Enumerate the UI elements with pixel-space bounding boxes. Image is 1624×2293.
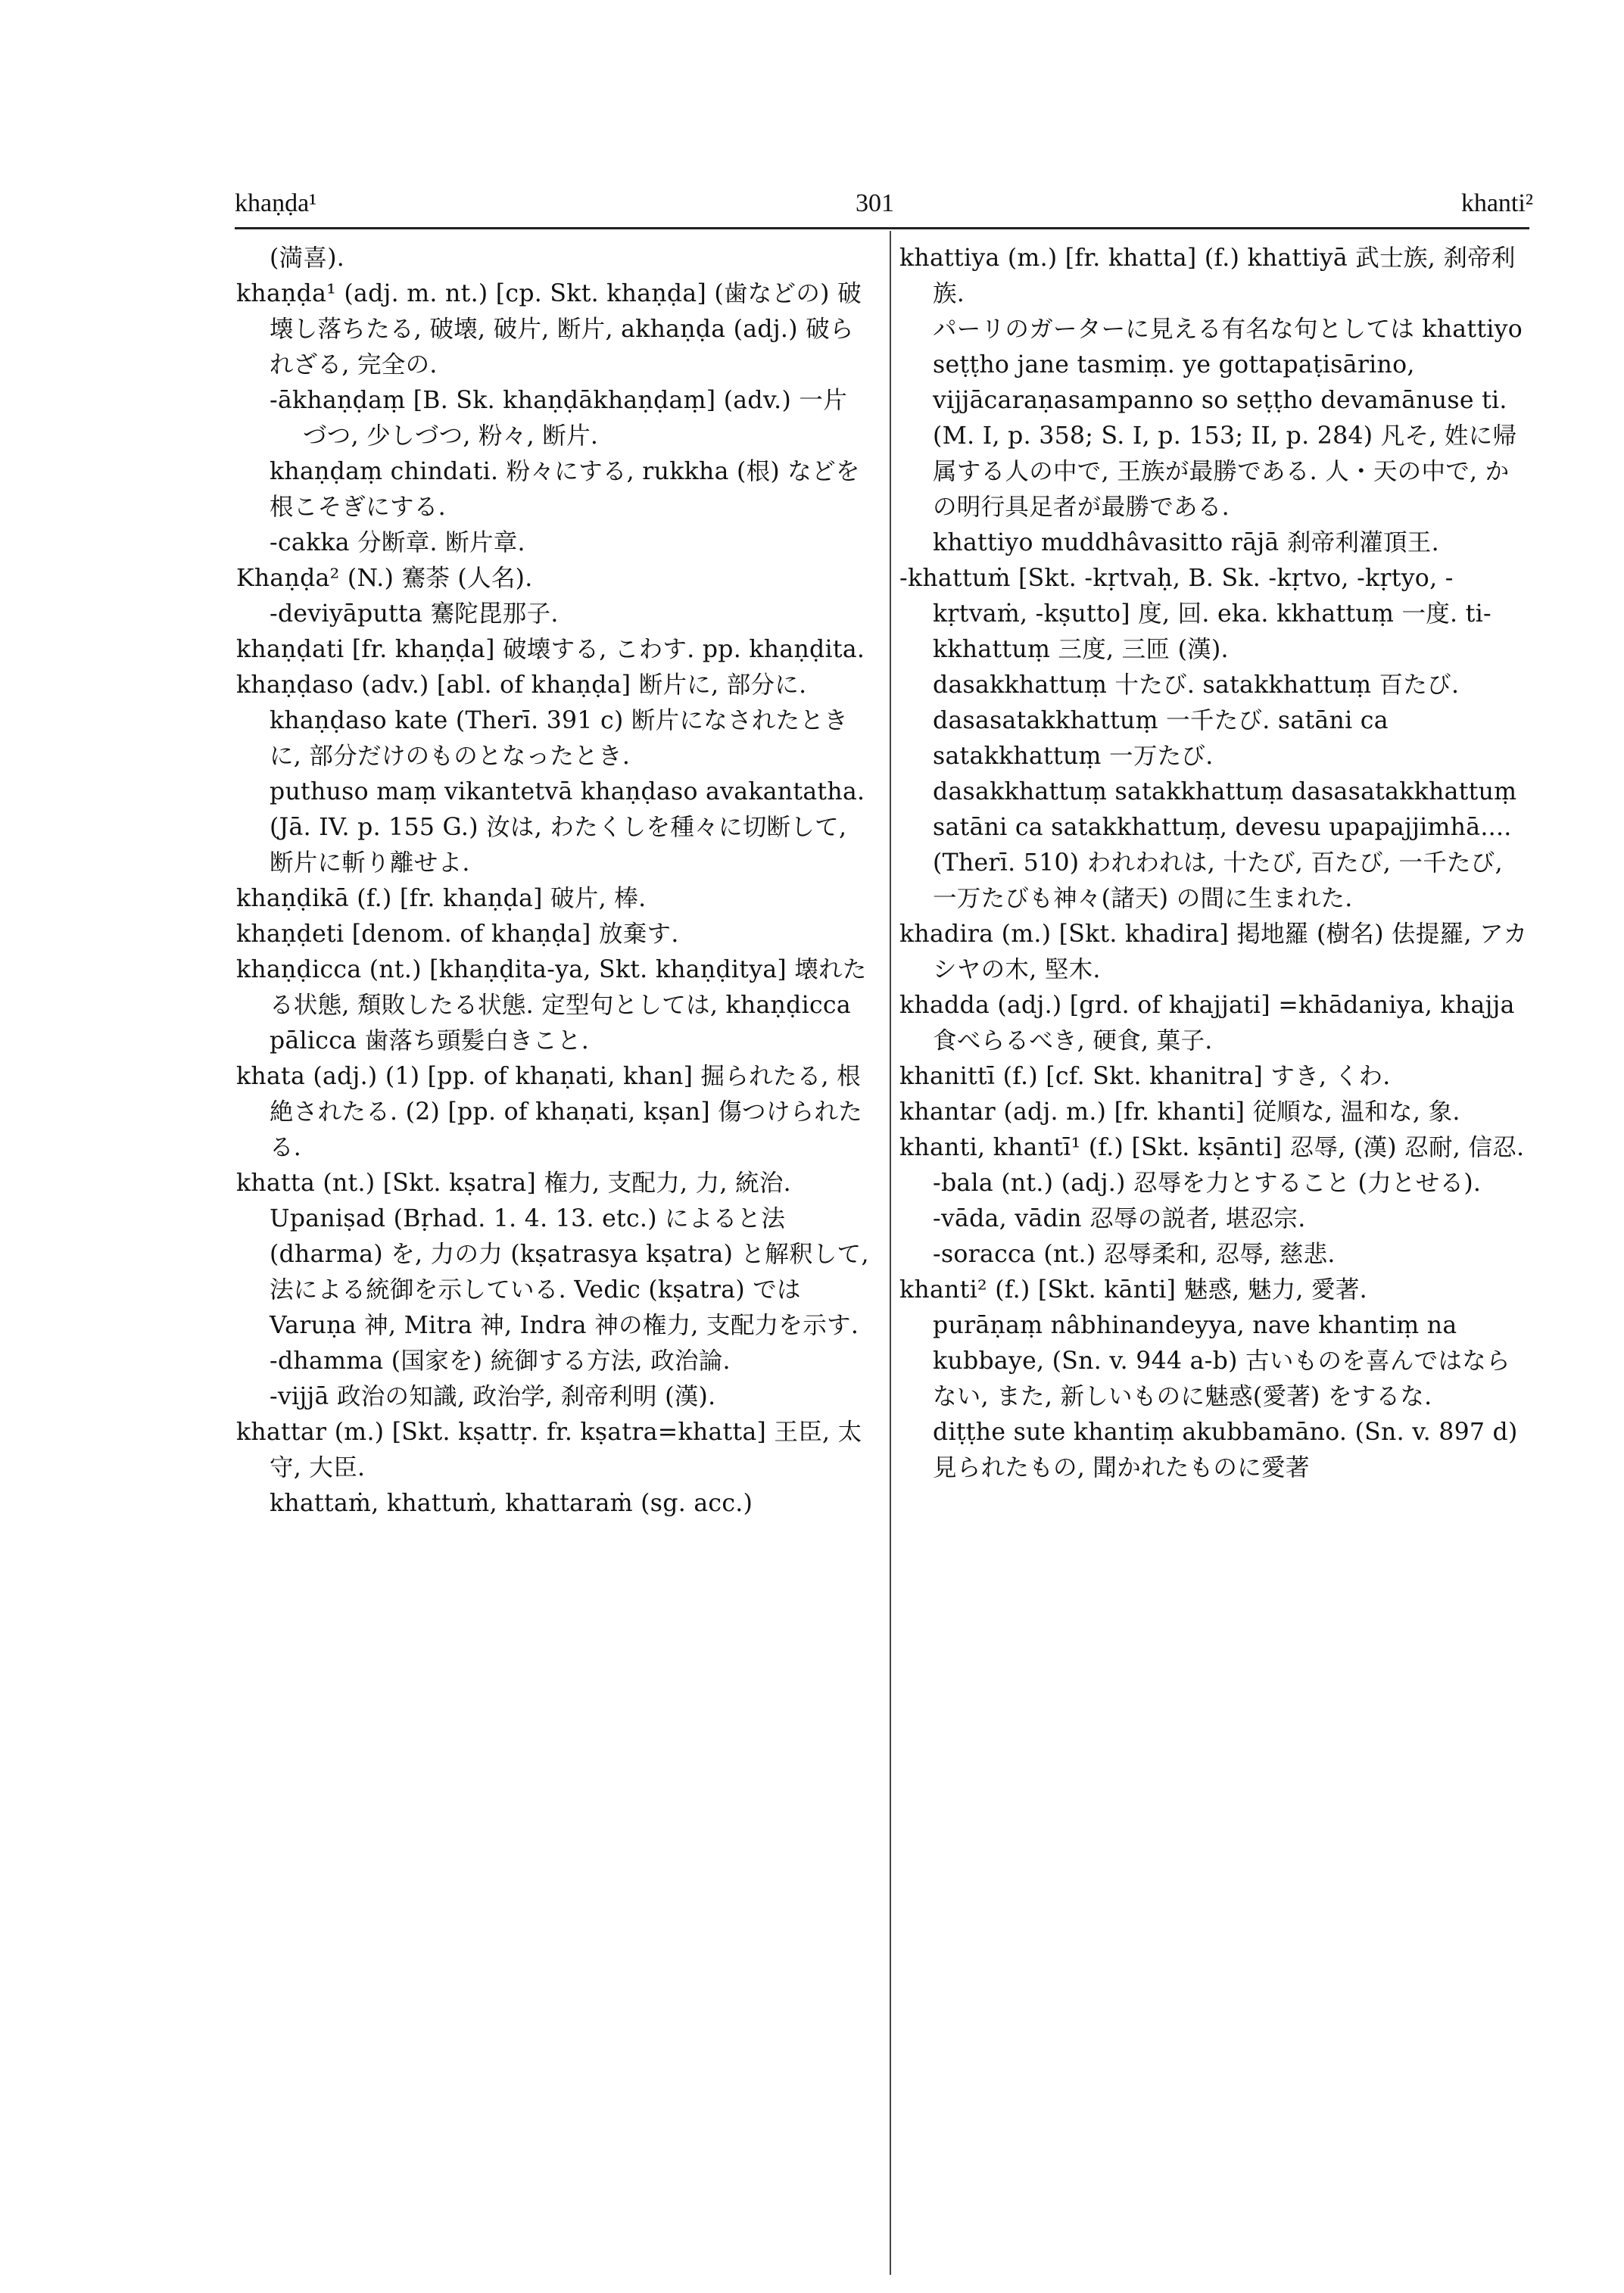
- example-text: diṭṭhe sute khantiṃ akubbamāno. (Sn. v. 897 d) 見られたもの, 聞かれたものに愛著: [933, 1419, 1518, 1481]
- sub-entry: -bala (nt.) (adj.) 忍辱を力とすること (力とせる).: [933, 1170, 1482, 1197]
- dictionary-entry: khaṇḍikā (f.) [fr. khaṇḍa] 破片, 棒.: [236, 885, 647, 912]
- example-text: khaṇḍaṃ chindati. 粉々にする, rukkha (根) などを根こそぎにする.: [270, 458, 860, 521]
- example-text: khattiyo muddhâvasitto rājā 刹帝利灌頂王.: [933, 529, 1439, 556]
- example-text: puthuso maṃ vikantetvā khaṇḍaso avakantatha. (Jā. IV. p. 155 G.) 汝は, わたくしを種々に切断して, 断片に斬り離せよ.: [270, 778, 865, 877]
- dictionary-entry: khaṇḍaso (adv.) [abl. of khaṇḍa] 断片に, 部分に.: [236, 671, 807, 699]
- dictionary-entry: khaṇḍa¹ (adj. m. nt.) [cp. Skt. khaṇḍa] (歯などの) 破壊し落ちたる, 破壊, 破片, 断片, akhaṇḍa (adj.) 破られざる, 完全の.: [236, 280, 862, 379]
- example-text: (満喜).: [270, 245, 345, 272]
- example-text: khattaṁ, khattuṁ, khattaraṁ (sg. acc.): [270, 1490, 753, 1517]
- dictionary-entry: -khattuṁ [Skt. -kṛtvaḥ, B. Sk. -kṛtvo, -kṛtyo, -kṛtvaṁ, -kṣutto] 度, 回. eka. kkhattuṃ 一度. ti-kkhattuṃ 三度, 三匝 (漢).: [899, 565, 1492, 663]
- dictionary-entry: khanti, khantī¹ (f.) [Skt. kṣānti] 忍辱, (漢) 忍耐, 信忍.: [899, 1134, 1525, 1161]
- dictionary-entry: khanti² (f.) [Skt. kānti] 魅惑, 魅力, 愛著.: [899, 1276, 1367, 1304]
- dictionary-entry: khatta (nt.) [Skt. kṣatra] 権力, 支配力, 力, 統治. Upaniṣad (Bṛhad. 1. 4. 13. etc.) によると法 (dharma) を, 力の力 (kṣatrasya kṣatra) と解釈して, 法による統御を示している. Vedic (kṣatra) では Varuṇa 神, Mitra 神, Indra 神の権力, 支配力を示す.: [236, 1170, 869, 1339]
- dictionary-entry: khantar (adj. m.) [fr. khanti] 従順な, 温和な, 象.: [899, 1098, 1460, 1126]
- dictionary-entry: khata (adj.) (1) [pp. of khaṇati, khan] 掘られたる, 根絶されたる. (2) [pp. of khaṇati, kṣan] 傷つけられたる.: [236, 1063, 863, 1161]
- right-column: [899, 241, 1532, 1486]
- sub-entry: -soracca (nt.) 忍辱柔和, 忍辱, 慈悲.: [933, 1241, 1336, 1268]
- header-right-guide-word: khanti²: [1460, 189, 1533, 217]
- header-rule: [235, 227, 1529, 229]
- sub-entry: -deviyāputta 騫陀毘那子.: [270, 600, 559, 628]
- left-column: [236, 241, 871, 1522]
- dictionary-entry: khadira (m.) [Skt. khadira] 掲地羅 (樹名) 佉提羅, アカシヤの木, 堅木.: [899, 921, 1528, 983]
- sub-entry: -vāda, vādin 忍辱の説者, 堪忍宗.: [933, 1205, 1306, 1232]
- example-text: dasakkhattuṃ 十たび. satakkhattuṃ 百たび. dasasatakkhattuṃ 一千たび. satāni ca satakkhattuṃ 一万たび.: [933, 671, 1460, 770]
- sub-entry: -ākhaṇḍaṃ [B. Sk. khaṇḍākhaṇḍaṃ] (adv.) 一片づつ, 少しづつ, 粉々, 断片.: [270, 387, 848, 450]
- sub-entry: -cakka 分断章. 断片章.: [270, 529, 525, 556]
- sub-entry: -vijjā 政治の知識, 政治学, 刹帝利明 (漢).: [270, 1383, 716, 1410]
- sub-entry: -dhamma (国家を) 統御する方法, 政治論.: [270, 1347, 731, 1375]
- example-text: パーリのガーターに見える有名な句としては khattiyo seṭṭho jane tasmiṃ. ye gottapaṭisārino, vijjācaraṇasampanno so seṭṭho devamānuse ti. (M. I, p. 358; S. I, p. 153; II, p. 284) 凡そ, 姓に帰属する人の中で, 王族が最勝である. 人・天の中で, かの明行具足者が最勝である.: [933, 316, 1523, 521]
- dictionary-entry: khattiya (m.) [fr. khatta] (f.) khattiyā 武士族, 刹帝利族.: [899, 245, 1516, 307]
- example-text: dasakkhattuṃ satakkhattuṃ dasasatakkhattuṃ satāni ca satakkhattuṃ, devesu upapajjimhā.... (Therī. 510) われわれは, 十たび, 百たび, 一千たび, 一万たびも神々(諸天) の間に生まれた.: [933, 778, 1517, 912]
- example-text: khaṇḍaso kate (Therī. 391 c) 断片になされたときに, 部分だけのものとなったとき.: [270, 707, 849, 770]
- dictionary-entry: khaṇḍicca (nt.) [khaṇḍita-ya, Skt. khaṇḍitya] 壊れたる状態, 頽敗したる状態. 定型句としては, khaṇḍicca pālicca 歯落ち頭髪白きこと.: [236, 956, 867, 1055]
- dictionary-entry: khaṇḍeti [denom. of khaṇḍa] 放棄す.: [236, 921, 679, 948]
- dictionary-entry: khadda (adj.) [grd. of khajjati] =khādaniya, khajja 食べらるべき, 硬食, 菓子.: [899, 992, 1515, 1055]
- dictionary-entry: khattar (m.) [Skt. kṣattṛ. fr. kṣatra=khatta] 王臣, 太守, 大臣.: [236, 1419, 862, 1481]
- dictionary-entry: Khaṇḍa² (N.) 騫荼 (人名).: [236, 565, 533, 592]
- column-divider: [890, 231, 891, 2275]
- page-number: 301: [856, 189, 894, 217]
- dictionary-entry: khaṇḍati [fr. khaṇḍa] 破壊する, こわす. pp. khaṇḍita.: [236, 636, 865, 663]
- dictionary-entry: khanittī (f.) [cf. Skt. khanitra] すき, くわ.: [899, 1063, 1391, 1090]
- example-text: purāṇaṃ nâbhinandeyya, nave khantiṃ na kubbaye, (Sn. v. 944 a-b) 古いものを喜んではならない, また, 新しいものに魅惑(愛著) をするな.: [933, 1312, 1510, 1410]
- header-left-guide-word: khaṇḍa¹: [235, 189, 317, 217]
